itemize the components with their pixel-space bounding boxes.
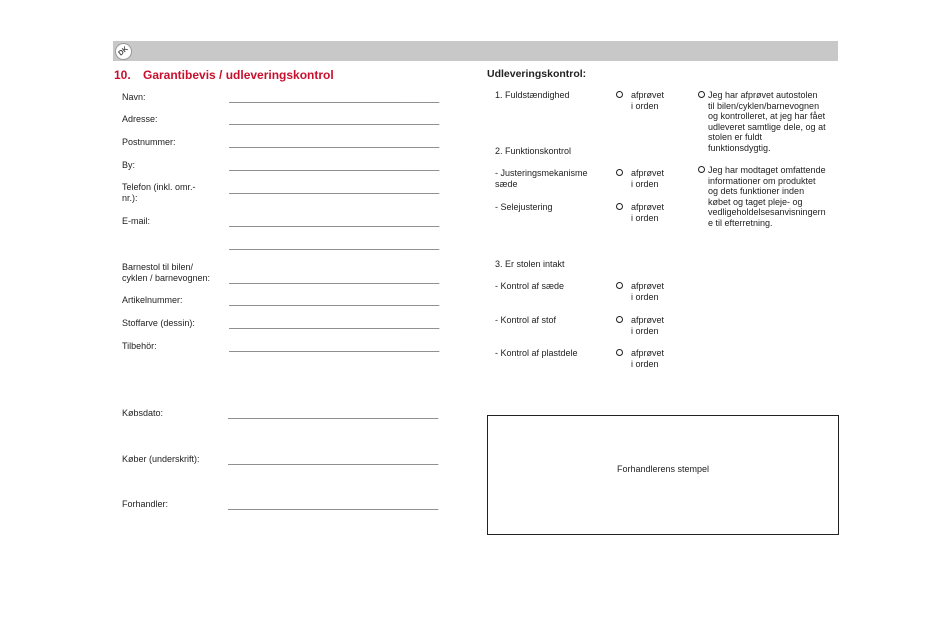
- check-label-seat: afprøvet i orden: [631, 281, 665, 302]
- field-line-name[interactable]: __________________________________________: [229, 93, 440, 103]
- field-line-email-2[interactable]: __________________________________________: [229, 240, 440, 250]
- check-function-heading: 2. Funktionskontrol: [495, 146, 572, 156]
- field-line-accessories[interactable]: __________________________________________: [229, 342, 440, 352]
- radio-completeness[interactable]: [616, 91, 623, 98]
- radio-fabric[interactable]: [616, 316, 623, 323]
- radio-statement-tested[interactable]: [698, 91, 705, 98]
- radio-statement-informed[interactable]: [698, 166, 705, 173]
- field-label-name: Navn:: [122, 92, 146, 102]
- check-fabric: - Kontrol af stof: [495, 315, 557, 325]
- field-line-address[interactable]: __________________________________________: [229, 115, 440, 125]
- field-label-city: By:: [122, 160, 136, 170]
- check-intact-heading: 3. Er stolen intakt: [495, 259, 565, 269]
- field-line-dealer[interactable]: __________________________________________: [228, 500, 439, 510]
- field-label-phone: Telefon (inkl. omr.- nr.):: [122, 182, 196, 203]
- field-label-accessories: Tilbehör:: [122, 341, 157, 351]
- check-plastic: - Kontrol af plastdele: [495, 348, 578, 358]
- check-label-completeness: afprøvet i orden: [631, 90, 665, 111]
- field-label-article-number: Artikelnummer:: [122, 295, 183, 305]
- statement-informed: Jeg har modtaget omfattende informationer om produktet og dets funktioner inden købet og taget pleje- og vedligeholdelsesanvisningern e til efterretning.: [708, 165, 826, 228]
- field-line-product[interactable]: __________________________________________: [229, 274, 440, 284]
- field-line-article-number[interactable]: __________________________________________: [229, 296, 440, 306]
- field-line-phone[interactable]: __________________________________________: [229, 184, 440, 194]
- statement-tested: Jeg har afprøvet autostolen til bilen/cyklen/barnevognen og kontrolleret, at jeg har fået udleveret samtlige dele, og at stolen er fuldt funktionsdygtig.: [708, 90, 826, 153]
- control-heading: Udleveringskontrol:: [487, 68, 587, 80]
- check-label-belt-adjustment: afprøvet i orden: [631, 202, 665, 223]
- check-seat-mechanism: - Justeringsmekanisme sæde: [495, 168, 588, 189]
- dealer-stamp-box[interactable]: [487, 415, 839, 535]
- check-seat: - Kontrol af sæde: [495, 281, 565, 291]
- field-line-city[interactable]: __________________________________________: [229, 161, 440, 171]
- field-line-fabric[interactable]: __________________________________________: [229, 319, 440, 329]
- check-completeness: 1. Fuldstændighed: [495, 90, 570, 100]
- radio-seat-mechanism[interactable]: [616, 169, 623, 176]
- field-label-dealer: Forhandler:: [122, 499, 169, 509]
- section-title: Garantibevis / udleveringskontrol: [143, 68, 334, 82]
- dealer-stamp-label: Forhandlerens stempel: [616, 464, 710, 474]
- country-badge: DK: [112, 40, 136, 64]
- field-label-buyer-signature: Køber (underskrift):: [122, 454, 200, 464]
- field-label-email: E-mail:: [122, 216, 151, 226]
- section-number: 10.: [114, 68, 131, 82]
- check-label-seat-mechanism: afprøvet i orden: [631, 168, 665, 189]
- field-label-fabric: Stoffarve (dessin):: [122, 318, 195, 328]
- field-line-purchase-date[interactable]: __________________________________________: [228, 409, 439, 419]
- radio-belt-adjustment[interactable]: [616, 203, 623, 210]
- field-label-purchase-date: Købsdato:: [122, 408, 164, 418]
- check-belt-adjustment: - Selejustering: [495, 202, 553, 212]
- field-line-buyer-signature[interactable]: __________________________________________: [228, 455, 439, 465]
- check-label-fabric: afprøvet i orden: [631, 315, 665, 336]
- field-label-postcode: Postnummer:: [122, 137, 176, 147]
- field-label-address: Adresse:: [122, 114, 158, 124]
- radio-plastic[interactable]: [616, 349, 623, 356]
- radio-seat[interactable]: [616, 282, 623, 289]
- field-label-product: Barnestol til bilen/ cyklen / barnevognen:: [122, 262, 211, 283]
- field-line-email[interactable]: __________________________________________: [229, 217, 440, 227]
- check-label-plastic: afprøvet i orden: [631, 348, 665, 369]
- header-band: [113, 41, 838, 61]
- field-line-postcode[interactable]: __________________________________________: [229, 138, 440, 148]
